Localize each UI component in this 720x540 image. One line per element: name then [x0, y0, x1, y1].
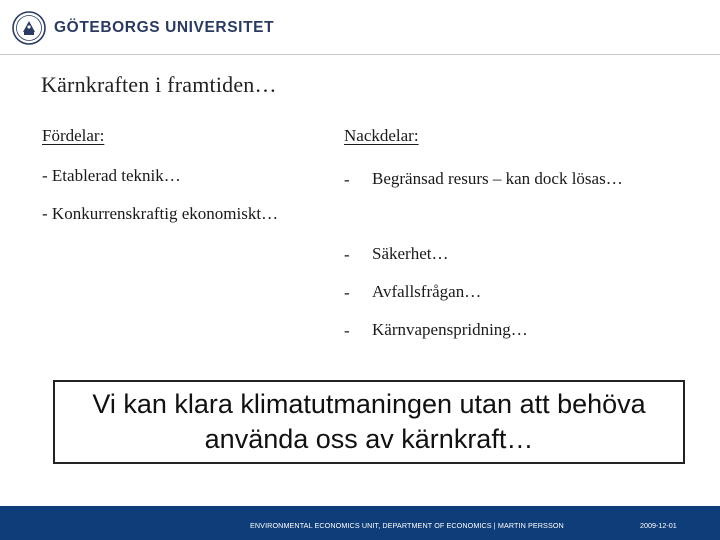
pros-item: - Konkurrenskraftig ekonomiskt…: [42, 204, 279, 223]
cons-column: [344, 126, 644, 340]
university-seal-icon: [12, 11, 46, 45]
cons-item-text: Säkerhet…: [372, 244, 449, 263]
list-dash: -: [344, 245, 350, 264]
cons-item-text: Begränsad resurs – kan dock lösas…: [372, 169, 623, 188]
header-divider: [0, 54, 720, 55]
list-dash: -: [344, 170, 350, 189]
footer-credit: ENVIRONMENTAL ECONOMICS UNIT, DEPARTMENT OF ECONOMICS | MARTIN PERSSON: [250, 521, 564, 530]
pros-column: [42, 126, 332, 223]
cons-item-text: Avfallsfrågan…: [372, 282, 482, 301]
callout-text: Vi kan klara klimatutmaningen utan att behöva använda oss av kärnkraft…: [92, 389, 646, 454]
callout-box: [53, 380, 685, 464]
cons-item-text: Kärnvapenspridning…: [372, 320, 528, 339]
university-logo: [12, 10, 274, 46]
list-dash: -: [344, 321, 350, 340]
slide-title: Kärnkraften i framtiden…: [41, 72, 277, 97]
pros-item: - Etablerad teknik…: [42, 166, 181, 185]
list-dash: -: [344, 283, 350, 302]
cons-heading: Nackdelar:: [344, 126, 419, 145]
pros-heading: Fördelar:: [42, 126, 105, 145]
university-name: GÖTEBORGS UNIVERSITET: [54, 19, 275, 36]
footer-bar: [0, 506, 720, 540]
footer-date: 2009-12-01: [640, 521, 677, 530]
